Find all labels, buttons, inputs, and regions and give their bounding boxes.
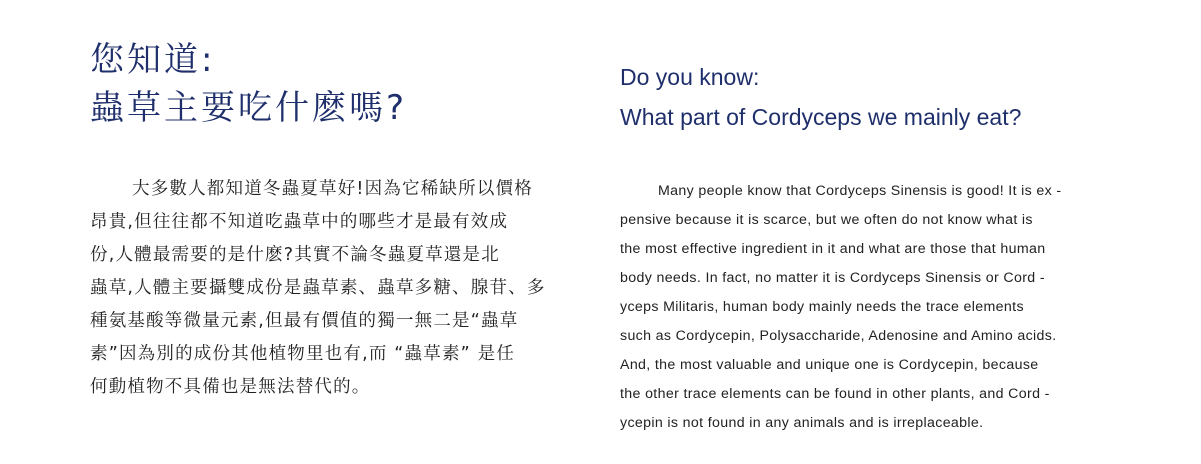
english-title	[620, 57, 1021, 137]
english-body-line: And, the most valuable and unique one is Cordycepin, because	[620, 357, 1039, 373]
chinese-body-line: 何動植物不具備也是無法替代的。	[90, 377, 371, 397]
english-body-line: yceps Militaris, human body mainly needs the trace elements	[620, 299, 1024, 315]
chinese-body-line: 份,人體最需要的是什麽?其實不論冬蟲夏草還是北	[90, 245, 500, 265]
chinese-title-line: 您知道:	[90, 40, 216, 80]
chinese-title	[90, 36, 407, 132]
chinese-body-line: 大多數人都知道冬蟲夏草好!因為它稀缺所以價格	[132, 179, 533, 199]
chinese-body-line: 昂貴,但往往都不知道吃蟲草中的哪些才是最有效成	[90, 212, 509, 232]
english-body-line: the other trace elements can be found in other plants, and Cord -	[620, 386, 1050, 402]
chinese-title-line: 蟲草主要吃什麽嗎?	[90, 88, 408, 128]
chinese-body-line: 種氨基酸等微量元素,但最有價值的獨一無二是“蟲草	[90, 311, 519, 331]
english-title-line: What part of Cordyceps we mainly eat?	[620, 104, 1022, 130]
english-body-line: Many people know that Cordyceps Sinensis is good! It is ex -	[658, 183, 1062, 199]
english-body-line: such as Cordycepin, Polysaccharide, Adenosine and Amino acids.	[620, 328, 1057, 344]
english-body	[620, 177, 1061, 438]
chinese-body-line: 素”因為別的成份其他植物里也有,而 “蟲草素” 是任	[90, 344, 516, 364]
english-title-line: Do you know:	[620, 64, 760, 90]
english-body-line: body needs. In fact, no matter it is Cordyceps Sinensis or Cord -	[620, 270, 1045, 286]
english-body-line: the most effective ingredient in it and what are those that human	[620, 241, 1046, 257]
chinese-body	[90, 173, 546, 404]
english-body-line: ycepin is not found in any animals and is irreplaceable.	[620, 415, 984, 431]
english-body-line: pensive because it is scarce, but we often do not know what is	[620, 212, 1033, 228]
chinese-body-line: 蟲草,人體主要攝雙成份是蟲草素、蟲草多糖、腺苷、多	[90, 278, 546, 298]
